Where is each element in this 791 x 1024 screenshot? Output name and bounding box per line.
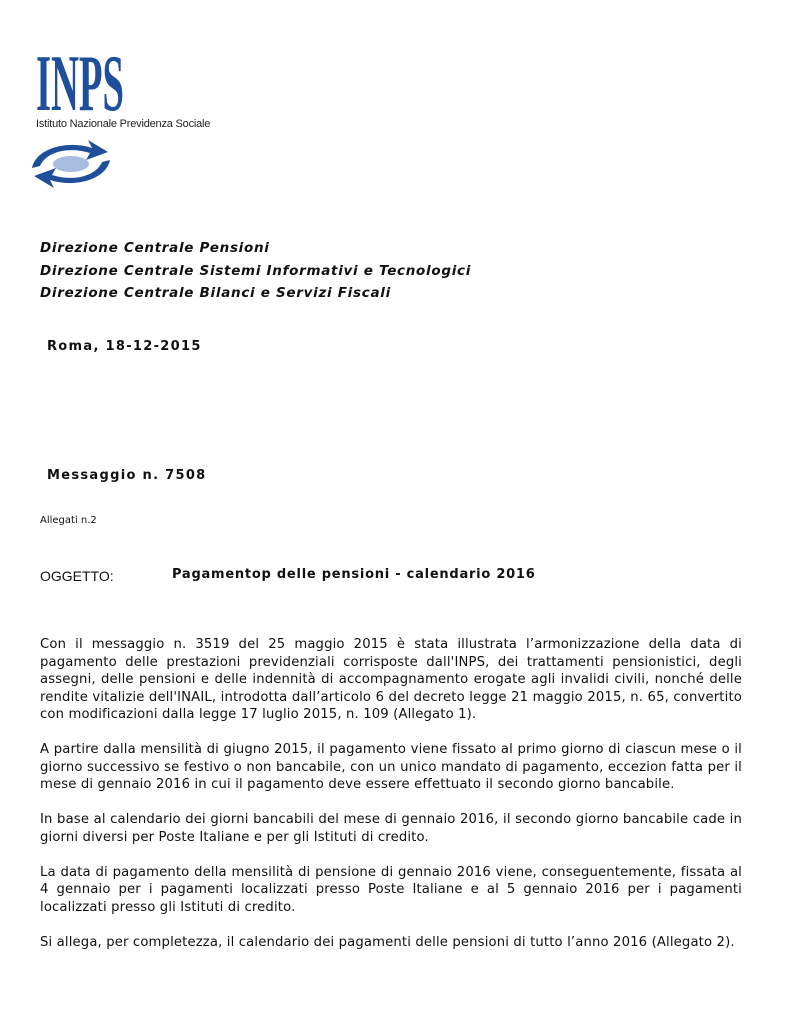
subject-text: Pagamentop delle pensioni - calendario 2016 xyxy=(172,567,536,582)
logo-wordmark-text: INPS xyxy=(36,42,124,114)
body-paragraph: A partire dalla mensilità di giugno 2015, il pagamento viene fissato al primo giorno di ciascun mese o il giorno successivo se festivo o non bancabile, con un unico mandato di pagamento, eccezion fatta per il mese di gennaio 2016 in cui il pagamento deve essere effettuato il secondo giorno bancabile. xyxy=(40,742,742,792)
directorate-item: Direzione Centrale Bilanci e Servizi Fiscali xyxy=(40,285,391,301)
subject-label: OGGETTO: xyxy=(40,568,114,584)
directorate-item: Direzione Centrale Pensioni xyxy=(40,240,270,256)
inps-logo-wordmark xyxy=(36,42,126,114)
attachments-count: Allegati n.2 xyxy=(40,515,97,526)
body-paragraph: In base al calendario dei giorni bancabili del mese di gennaio 2016, il secondo giorno bancabile cade in giorni diversi per Poste Italiane e per gli Istituti di credito. xyxy=(40,812,742,845)
body-paragraph: La data di pagamento della mensilità di pensione di gennaio 2016 viene, conseguentemente, fissata al 4 gennaio per i pagamenti localizzati presso Poste Italiane e al 5 gennaio 2016 per i pagamenti localizzati presso gli Istituti di credito. xyxy=(40,864,742,915)
body-paragraph: Si allega, per completezza, il calendario dei pagamenti delle pensioni di tutto l’anno 2016 (Allegato 2). xyxy=(40,934,735,950)
message-number: Messaggio n. 7508 xyxy=(47,468,207,483)
message-body xyxy=(40,636,742,969)
directorate-item: Direzione Centrale Sistemi Informativi e Tecnologici xyxy=(40,262,472,279)
circular-arrows-icon xyxy=(28,138,114,190)
directorates-list xyxy=(40,237,471,305)
body-paragraph: Con il messaggio n. 3519 del 25 maggio 2015 è stata illustrata l’armonizzazione della data di pagamento delle prestazioni previdenziali corrisposte dall'INPS, dei trattamenti pensionistici, degli assegni, delle pensioni e delle indennità di accompagnamento erogate agli invalidi civili, nonché delle rendite vitalizie dell'INAIL, introdotta dall’articolo 6 del decreto legge 21 maggio 2015, n. 65, convertito con modificazioni dalla legge 17 luglio 2015, n. 109 (Allegato 1). xyxy=(40,637,742,722)
place-date: Roma, 18-12-2015 xyxy=(47,339,202,354)
emblem-inner-shade xyxy=(53,156,89,172)
logo-subtitle: Istituto Nazionale Previdenza Sociale xyxy=(36,118,211,130)
